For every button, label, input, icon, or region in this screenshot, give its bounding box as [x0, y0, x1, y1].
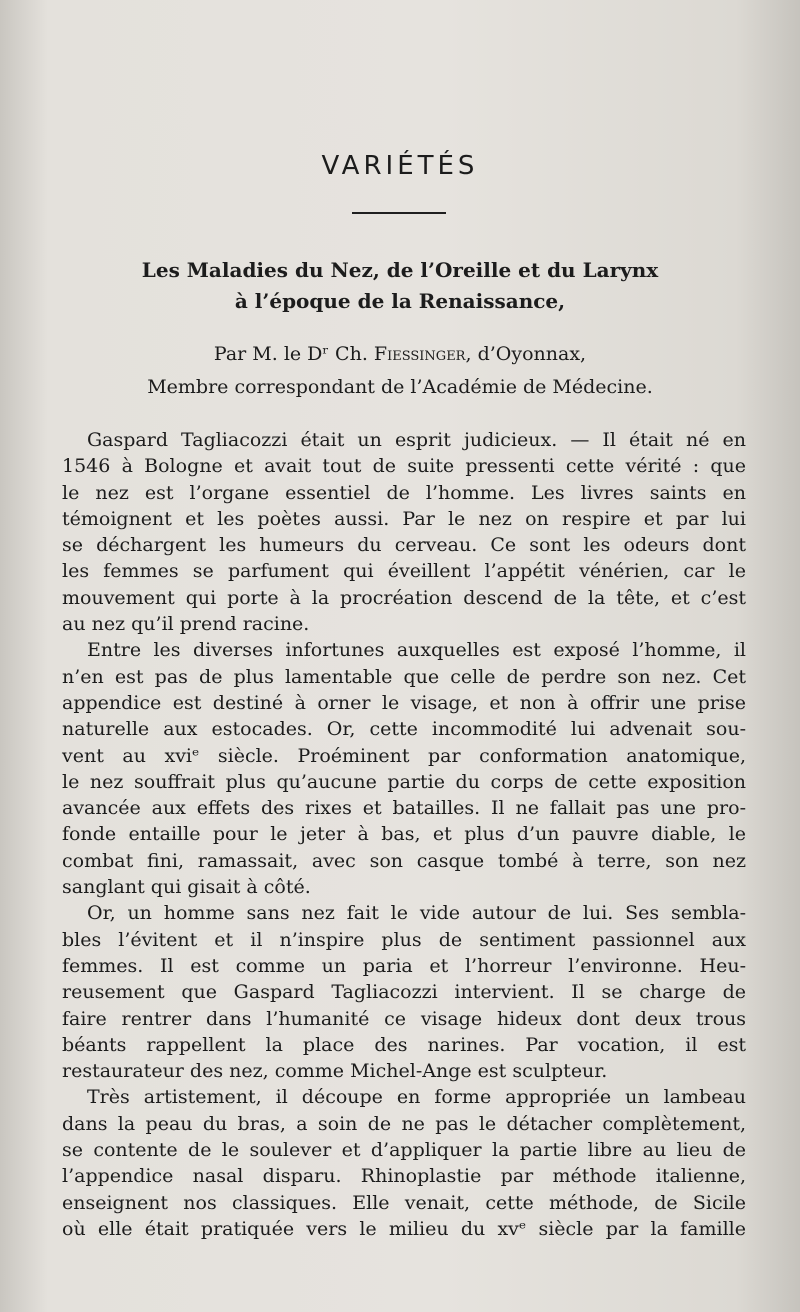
- text-line: Très artistement, il découpe en forme appropriée un lambeau: [87, 1086, 746, 1109]
- text-line: bles l’évitent et il n’inspire plus de sentiment passionnel aux: [62, 928, 746, 951]
- paragraph: [62, 637, 746, 900]
- text-line: enseignent nos classiques. Elle venait, cette méthode, de Sicile: [62, 1191, 746, 1214]
- section-title: VARIÉTÉS: [321, 151, 479, 182]
- text-line: les femmes se parfument qui éveillent l’appétit vénérien, car le: [62, 560, 746, 583]
- text-line: se contente de le soulever et d’appliquer la partie libre au lieu de: [62, 1139, 746, 1162]
- text-line: au nez qu’il prend racine.: [62, 613, 310, 636]
- text-line: dans la peau du bras, a soin de ne pas le détacher complètement,: [62, 1112, 746, 1135]
- article-title: [90, 255, 710, 317]
- article-title-line-2: à l’époque de la Renaissance,: [234, 289, 566, 313]
- text-line: avancée aux effets des rixes et batailles. Il ne fallait pas une pro-: [62, 797, 746, 820]
- text-line: béants rappellent la place des narines. Par vocation, il est: [62, 1033, 746, 1056]
- text-line: reusement que Gaspard Tagliacozzi intervient. Il se charge de: [62, 981, 746, 1004]
- byline-suffix: , d’Oyonnax,: [465, 343, 587, 365]
- text-line: n’en est pas de plus lamentable que celle de perdre son nez. Cet: [62, 665, 746, 688]
- text-line: sanglant qui gisait à côté.: [62, 876, 311, 899]
- author-name: Fiessinger: [373, 343, 466, 365]
- text-line: Or, un homme sans nez fait le vide autour de lui. Ses sembla-: [87, 902, 746, 925]
- text-line: fonde entaille pour le jeter à bas, et plus d’un pauvre diable, le: [62, 823, 746, 846]
- text-line: l’appendice nasal disparu. Rhinoplastie par méthode italienne,: [62, 1165, 746, 1188]
- text-line: appendice est destiné à orner le visage, et non à offrir une prise: [62, 691, 746, 714]
- text-line: restaurateur des nez, comme Michel-Ange est sculpteur.: [62, 1060, 608, 1083]
- author-role: Membre correspondant de l’Académie de Médecine.: [147, 376, 653, 398]
- text-line: combat fini, ramassait, avec son casque tombé à terre, son nez: [62, 849, 746, 872]
- text-line: témoignent et les poètes aussi. Par le nez on respire et par lui: [62, 507, 746, 530]
- byline-prefix: Par M. le Dʳ Ch.: [213, 343, 374, 365]
- text-line: le nez souffrait plus qu’aucune partie du corps de cette exposition: [62, 770, 746, 793]
- article-body: [62, 427, 746, 1242]
- paragraph: [62, 1084, 746, 1242]
- byline: [90, 338, 710, 404]
- text-line: vent au xviᵉ siècle. Proéminent par conformation anatomique,: [62, 744, 746, 767]
- text-line: faire rentrer dans l’humanité ce visage hideux dont deux trous: [62, 1007, 746, 1030]
- text-line: mouvement qui porte à la procréation descend de la tête, et c’est: [62, 586, 746, 609]
- text-line: 1546 à Bologne et avait tout de suite pressenti cette vérité : que: [62, 455, 746, 478]
- paragraph: [62, 427, 746, 637]
- text-line: le nez est l’organe essentiel de l’homme. Les livres saints en: [62, 481, 746, 504]
- author-line: [90, 338, 710, 371]
- text-line: se déchargent les humeurs du cerveau. Ce sont les odeurs dont: [62, 534, 746, 557]
- paragraph: [62, 900, 746, 1084]
- text-line: Gaspard Tagliacozzi était un esprit judicieux. — Il était né en: [87, 429, 746, 451]
- text-line: où elle était pratiquée vers le milieu du xvᵉ siècle par la famille: [62, 1217, 746, 1240]
- text-line: femmes. Il est comme un paria et l’horreur l’environne. Heu-: [62, 954, 746, 977]
- text-line: naturelle aux estocades. Or, cette incommodité lui advenait sou-: [62, 718, 746, 741]
- title-divider: [352, 212, 446, 214]
- article-title-line-1: Les Maladies du Nez, de l’Oreille et du Larynx: [141, 258, 659, 282]
- text-line: Entre les diverses infortunes auxquelles est exposé l’homme, il: [87, 639, 746, 662]
